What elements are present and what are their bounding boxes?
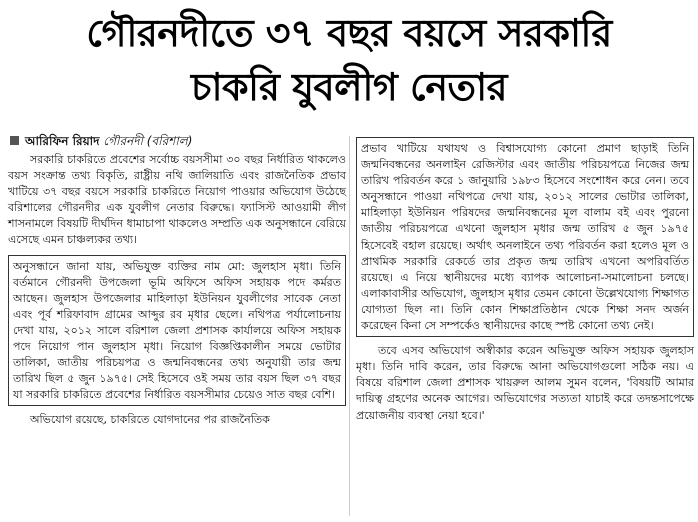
column-divider [349, 136, 350, 516]
author-name: আরিফিন রিয়াদ [25, 134, 100, 148]
paragraph: তবে এসব অভিযোগ অস্বীকার করেন অভিযুক্ত অফিস সহায়ক জুলহাস মৃধা। তিনি দাবি করেন, তার বিরুদ্ধে আনা অভিযোগগুলো সঠিক নয়। এ বিষয়ে বরিশাল জেলা প্রশাসক খায়রুল আলম সুমন বলেন, 'বিষয়টি আমার দায়িত্ব গ্রহণের অনেক আগের। অভিযোগের সত্যতা যাচাই করে তদন্তসাপেক্ষে প্রয়োজনীয় ব্যবস্থা নেয়া হবে।' [356, 344, 694, 422]
paragraph: অভিযোগ রয়েছে, চাকরিতে যোগদানের পর রাজনৈতিক [30, 413, 270, 427]
bullet-square-icon [10, 136, 19, 145]
headline-line-1: গৌরনদীতে ৩৭ বছর বয়সে সরকারি [86, 11, 612, 55]
paragraph: সরকারি চাকরিতে প্রবেশের সর্বোচ্চ বয়সসীমা ৩০ বছর নির্ধারিত থাকলেও বয়স সংক্রান্ত তথ্য বিকৃতি, রাষ্ট্রীয় নথি জালিয়াতি এবং রাজনৈতিক প্রভাব খাটিয়ে ৩৭ বছর বয়সে সরকারি চাকরিতে নিয়োগ পাওয়ার অভিযোগ উঠেছে বরিশালের গৌরনদীর এক যুবলীগ নেতার বিরুদ্ধে। ফ্যাসিস্ট আওয়ামী লীগ শাসনামলে বিষয়টি দীর্ঘদিন ধামাচাপা থাকলেও সম্প্রতি এক অনুসন্ধানে বেরিয়ে এসেছে এমন চাঞ্চল্যকর তথ্য। [8, 153, 346, 247]
article-column-right [356, 137, 694, 430]
paragraph: অনুসন্ধানে জানা যায়, অভিযুক্ত ব্যক্তির নাম মো: জুলহাস মৃধা। তিনি বর্তমানে গৌরনদী উপজেলা ভূমি অফিসে অফিস সহায়ক পদে কর্মরত আছেন। জুলহাস উপজেলার মাহিলাড়া ইউনিয়ন যুবলীগের সাবেক নেতা এবং পূর্ব শরিফাবাদ গ্রামের আব্দুর রব মৃধার ছেলে। নথিপত্র পর্যালোচনায় দেখা যায়, ২০১২ সালে বরিশাল জেলা প্রশাসক কার্যালয়ে অফিস সহায়ক পদে নিয়োগ পান জুলহাস মৃধা। নিয়োগ বিজ্ঞপ্তিকালীন সময়ে ভোটার তালিকা, জাতীয় পরিচয়পত্র ও জন্মনিবন্ধনের তথ্য অনুযায়ী তার জন্ম তারিখ ছিল ৫ জুন ১৯৭৫। সেই হিসেবে ওই সময় তার বয়স ছিল ৩৭ বছর যা সরকারি চাকরিতে প্রবেশের নির্ধারিত বয়সসীমার চেয়েও সাত বছর বেশি। [8, 255, 346, 407]
article-column-left [8, 152, 346, 435]
paragraph: প্রভাব খাটিয়ে যথাযথ ও বিশ্বাসযোগ্য কোনো প্রমাণ ছাড়াই তিনি জন্মনিবন্ধনের অনলাইন রেজিস্টার এবং জাতীয় পরিচয়পত্রে নিজের জন্ম তারিখ পরিবর্তন করে ১ জানুয়ারি ১৯৮৩ হিসেবে সংশোধন করে নেন। তবে অনুসন্ধানে পাওয়া নথিপত্রে দেখা যায়, ২০১২ সালের ভোটার তালিকা, মাহিলাড়া ইউনিয়ন পরিষদের জন্মনিবন্ধনের মূল বালাম বই এবং পুরনো জাতীয় পরিচয়পত্রে এখনো জুলহাস মৃধার জন্ম তারিখ ৫ জুন ১৯৭৫ হিসেবেই বহাল রয়েছে। অর্থাৎ অনলাইনে তথ্য পরিবর্তন করা হলেও মূল ও প্রাথমিক সরকারি রেকর্ডে তার প্রকৃত জন্ম তারিখ এখনো অপরিবর্তিত রয়েছে। এ নিয়ে স্থানীয়দের মধ্যে ব্যাপক আলোচনা-সমালোচনা চলছে। এলাকাবাসীর অভিযোগ, জুলহাস মৃধার তেমন কোনো উল্লেখযোগ্য শিক্ষাগত যোগ্যতা ছিল না। তিনি কোন শিক্ষাপ্রতিষ্ঠান থেকে শিক্ষা সনদ অর্জন করেছেন কিনা সে সম্পর্কেও স্থানীয়দের কাছে স্পষ্ট কোনো তথ্য নেই। [356, 137, 694, 337]
dateline-location: গৌরনদী (বরিশাল) [103, 134, 193, 148]
headline-line-2: চাকরি যুবলীগ নেতার [190, 65, 507, 109]
byline [10, 133, 192, 149]
